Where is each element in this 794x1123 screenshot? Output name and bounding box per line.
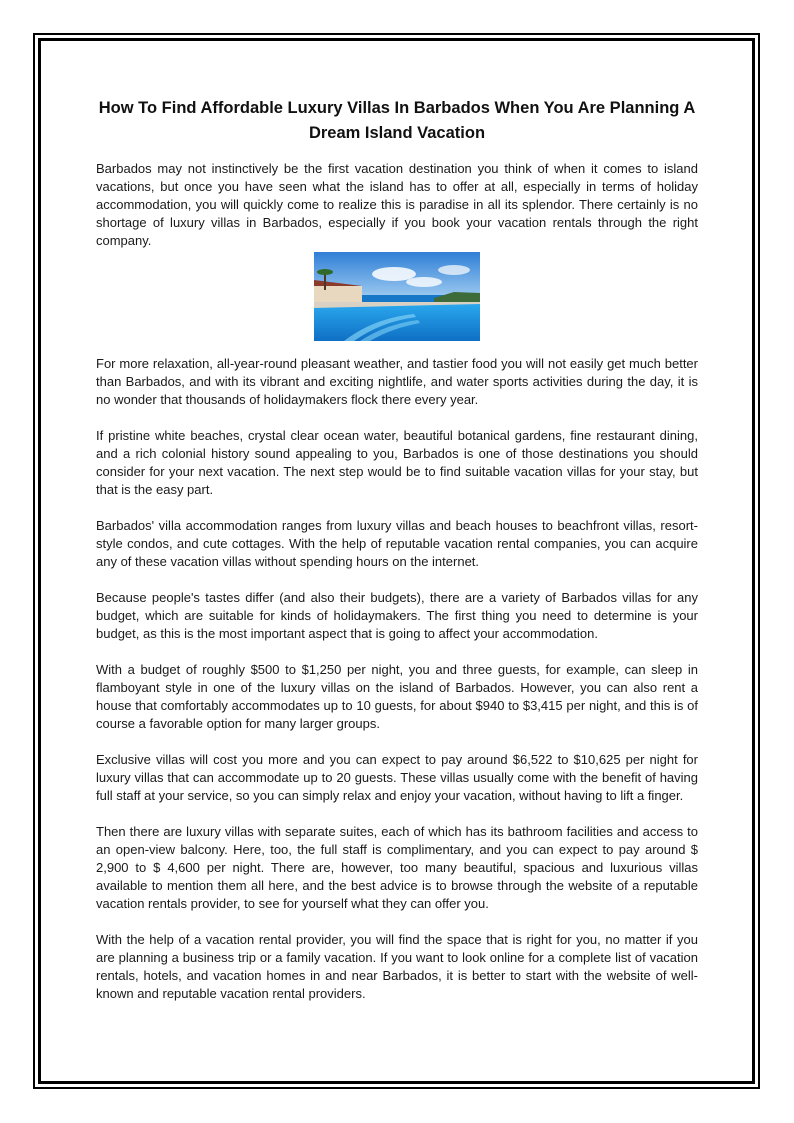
cloud (406, 277, 442, 287)
villa-pool-photo (314, 252, 480, 341)
paragraph-3: If pristine white beaches, crystal clear ocean water, beautiful botanical gardens, fine restaurant dining, and a rich colonial history sound appealing to you, Barbados is one of those destinations you should consider for your next vacation. The next step would be to find suitable vacation villas for your stay, but that is the easy part. (96, 428, 698, 497)
cloud (372, 267, 416, 281)
paragraph-9: With the help of a vacation rental provider, you will find the space that is right for you, no matter if you are planning a business trip or a family vacation. If you want to look online for a complete list of vacation rentals, hotels, and vacation homes in and near Barbados, it is better to start with the website of well-known and reputable vacation rental providers. (96, 932, 698, 1001)
villa-wall (314, 286, 362, 304)
paragraph-4: Barbados' villa accommodation ranges from luxury villas and beach houses to beachfront villas, resort-style condos, and cute cottages. With the help of reputable vacation rental companies, you can acquire any of these vacation villas without spending hours on the internet. (96, 518, 698, 569)
paragraph-6: With a budget of roughly $500 to $1,250 per night, you and three guests, for example, can sleep in flamboyant style in one of the luxury villas on the island of Barbados. However, you can also rent a house that comfortably accommodates up to 10 guests, for about $940 to $3,415 per night, and this is of course a favorable option for many larger groups. (96, 662, 698, 731)
paragraph-8: Then there are luxury villas with separate suites, each of which has its bathroom facilities and access to an open-view balcony. Here, too, the full staff is complimentary, and you can expect to pay around $ 2,900 to $ 4,600 per night. There are, however, too many beautiful, spacious and luxurious villas available to mention them all here, and the best advice is to browse through the website of a reputable vacation rentals provider, to see for yourself what they can offer you. (96, 824, 698, 911)
palm (317, 269, 333, 275)
document-body (96, 96, 698, 1003)
pool (314, 304, 480, 341)
paragraph-5: Because people's tastes differ (and also their budgets), there are a variety of Barbados villas for any budget, which are suitable for kinds of holidaymakers. The first thing you need to determine is your budget, as this is the most important aspect that is going to affect your accommodation. (96, 590, 698, 641)
cloud (438, 265, 470, 275)
document-title: How To Find Affordable Luxury Villas In Barbados When You Are Planning A Dream Island Vacation (98, 99, 696, 142)
paragraph-2: For more relaxation, all-year-round pleasant weather, and tastier food you will not easily get much better than Barbados, and with its vibrant and exciting nightlife, and water sports activities during the day, it is no wonder that thousands of holidaymakers flock there every year. (96, 356, 698, 407)
paragraph-1: Barbados may not instinctively be the first vacation destination you think of when it comes to island vacations, but once you have seen what the island has to offer at all, especially in terms of holiday accommodation, you will quickly come to realize this is paradise in all its splendor. There certainly is no shortage of luxury villas in Barbados, especially if you book your vacation rentals through the right company. (96, 161, 698, 248)
paragraph-7: Exclusive villas will cost you more and you can expect to pay around $6,522 to $10,625 per night for luxury villas that can accommodate up to 20 guests. These villas usually come with the benefit of having full staff at your service, so you can simply relax and enjoy your vacation, without having to lift a finger. (96, 752, 698, 803)
